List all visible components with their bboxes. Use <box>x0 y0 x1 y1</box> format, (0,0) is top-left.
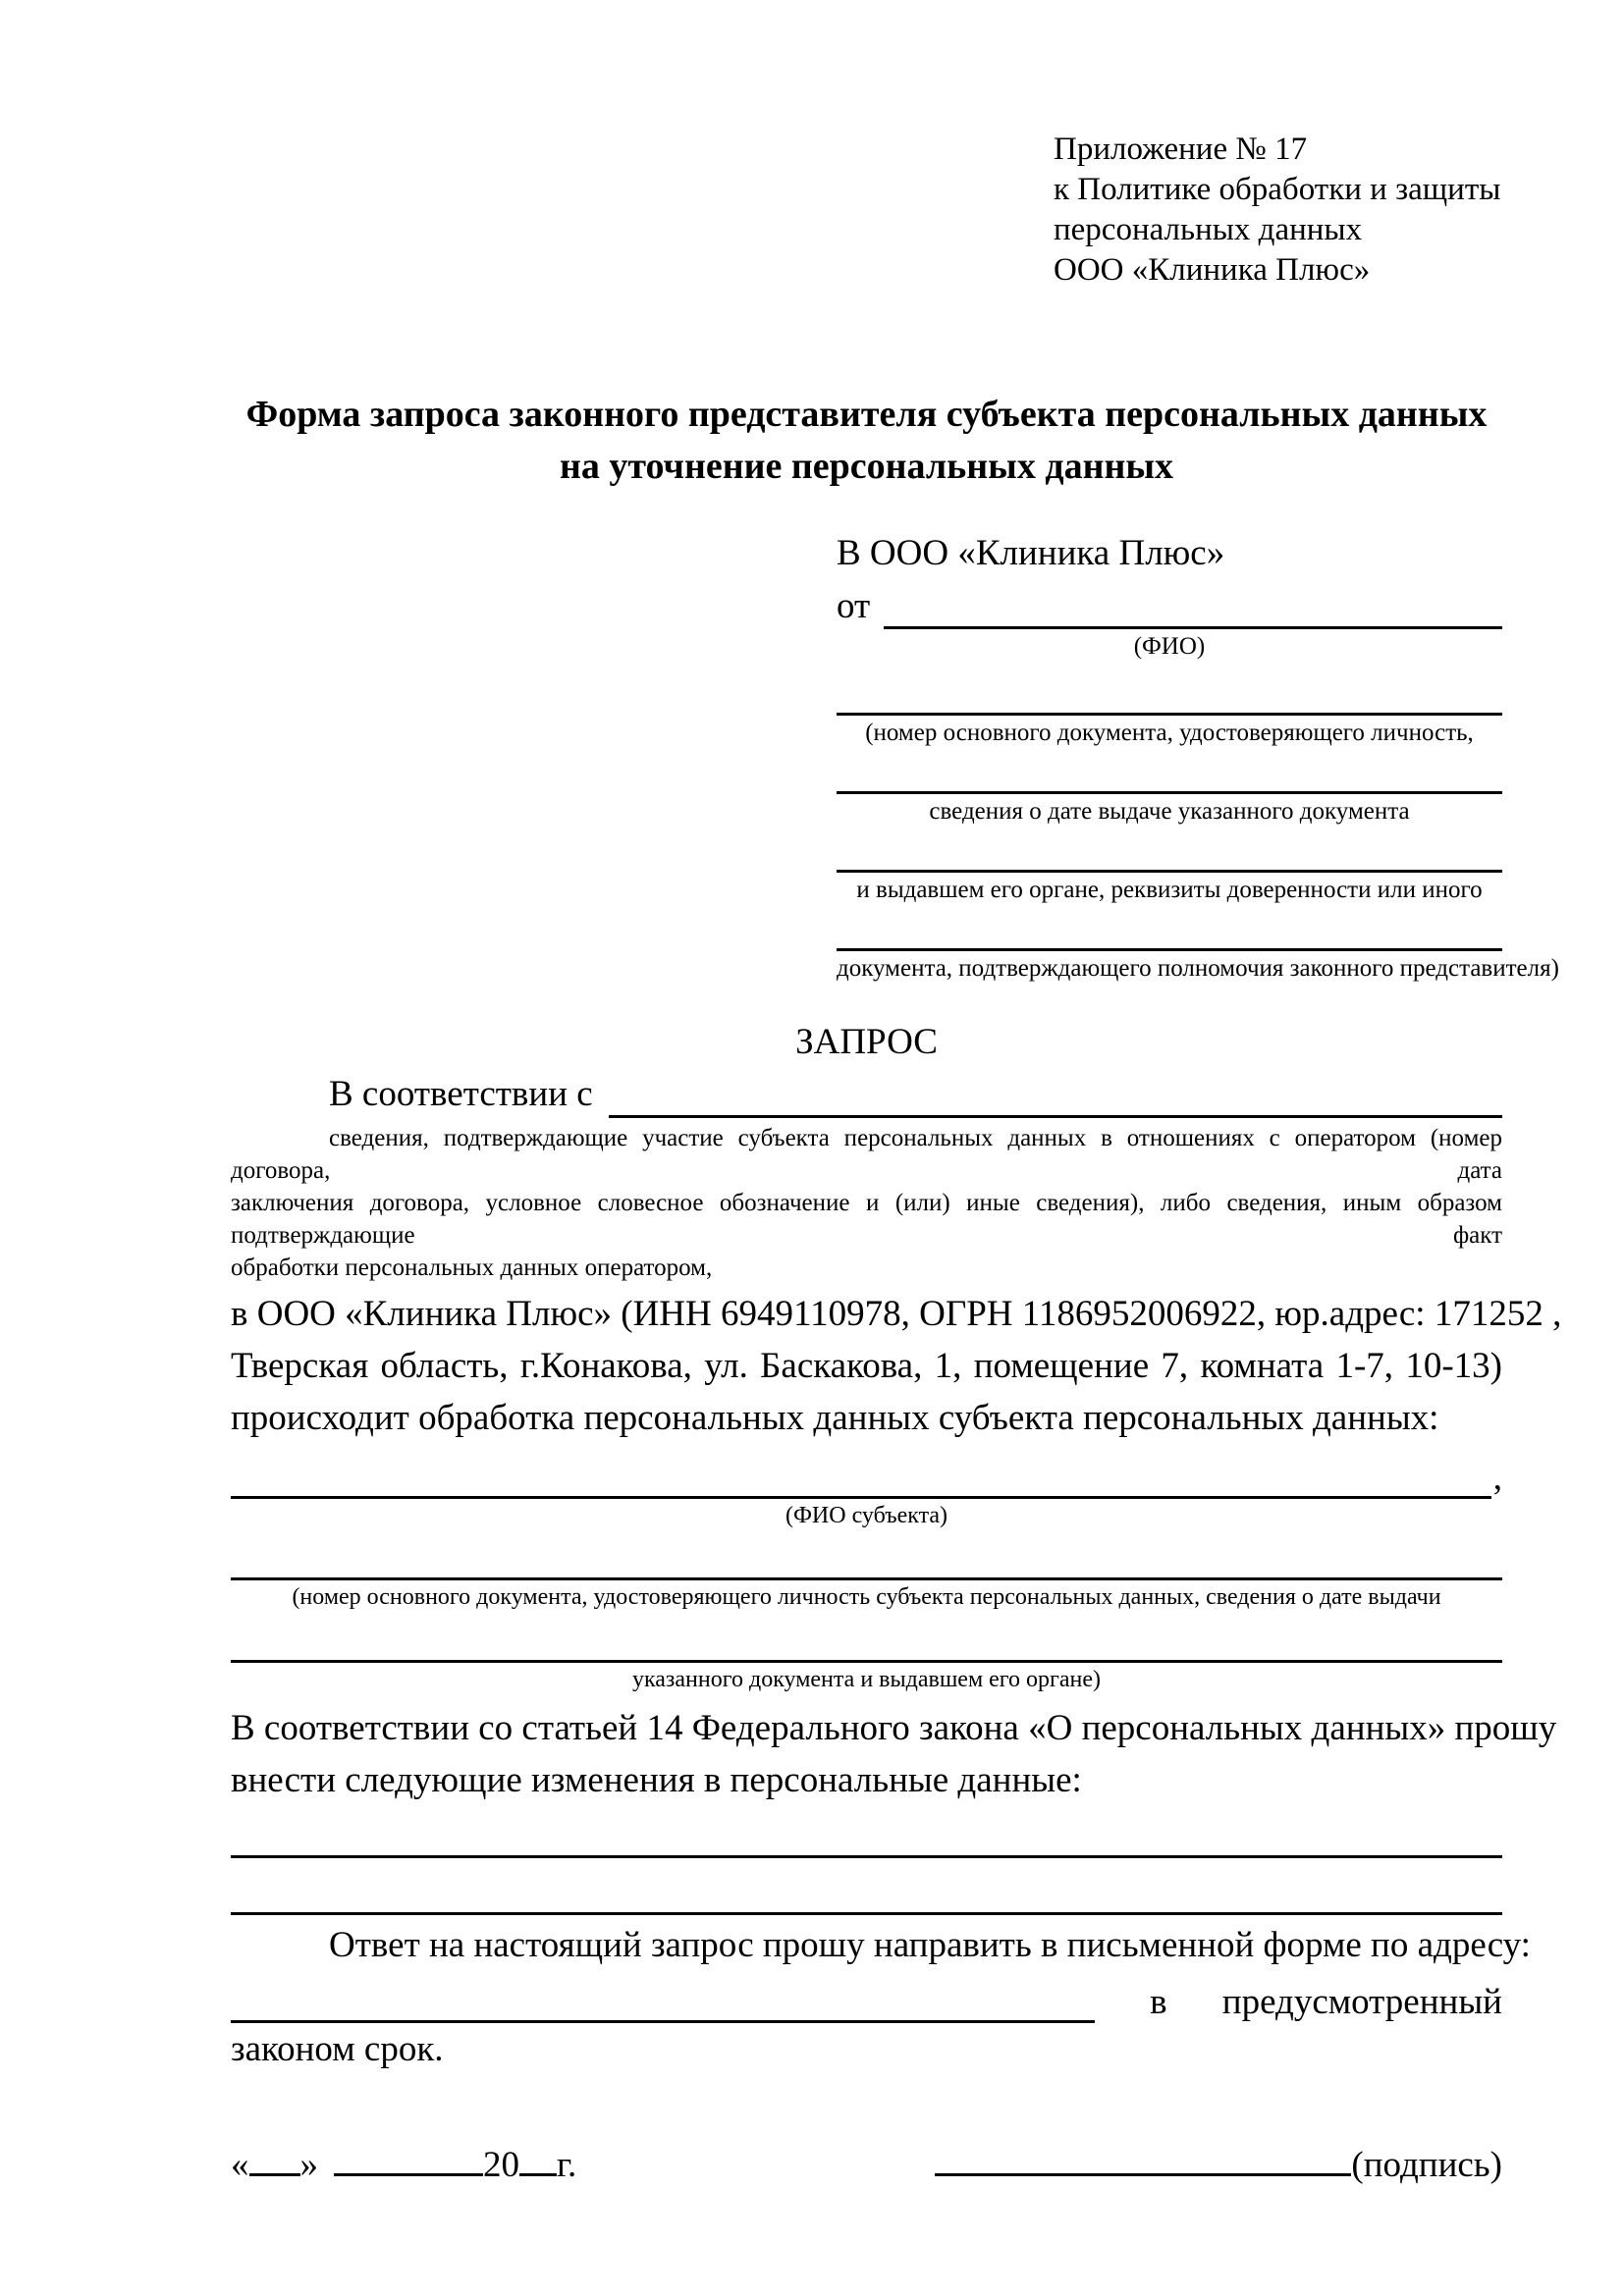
month-blank-line <box>334 2173 483 2176</box>
appendix-block <box>1054 130 1502 291</box>
quote-open: « <box>231 2145 249 2186</box>
footnote-line: сведения, подтверждающие участие субъекта персональных данных в отношениях с оператором (номер договора, дата <box>231 1124 1502 1184</box>
page-title <box>231 389 1502 493</box>
blank-line <box>231 1628 1502 1663</box>
subject-fio-row <box>231 1457 1502 1499</box>
operator-line: в ООО «Клиника Плюс» (ИНН 6949110978, ОГРН 1186952006922, юр.адрес: 171252 , <box>231 1293 1562 1334</box>
addressee-block <box>837 532 1559 984</box>
operator-paragraph <box>231 1288 1562 1445</box>
reply-word: в <box>1150 1981 1167 2022</box>
field-caption: и выдавшем его органе, реквизиты доверенности или иного <box>856 876 1483 903</box>
document-content <box>231 0 1562 2186</box>
blank-line <box>837 840 1502 873</box>
year-prefix: 20 <box>483 2145 519 2186</box>
intro-row <box>231 1071 1502 1118</box>
date-field <box>231 2144 576 2186</box>
field-caption: (номер основного документа, удостоверяющего личность, <box>865 719 1474 746</box>
operator-line: Тверская область, г.Конакова, ул. Баскакова, 1, помещение 7, комната 1-7, 10-13) <box>231 1346 1502 1387</box>
blank-line <box>231 1545 1502 1580</box>
blank-line <box>231 1460 1491 1499</box>
signature-field <box>935 2144 1502 2186</box>
addressee-from-row <box>837 585 1502 628</box>
blank-line <box>837 762 1502 794</box>
request-heading: ЗАПРОС <box>795 1021 938 1062</box>
year-suffix: г. <box>557 2145 577 2186</box>
signature-blank-line <box>935 2173 1351 2176</box>
year-blank-line <box>519 2173 557 2176</box>
representative-doc-field <box>837 683 1502 748</box>
operator-line: происходит обработка персональных данных субъекта персональных данных: <box>231 1398 1439 1439</box>
reply-line: Ответ на настоящий запрос прошу направить в письменной форме по адресу: <box>329 1924 1531 1965</box>
subject-doc-field <box>231 1545 1502 1612</box>
addressee-to: В ООО «Клиника Плюс» <box>837 533 1225 573</box>
fio-blank-line <box>884 596 1502 629</box>
footnote-line: обработки персональных данных оператором, <box>231 1254 713 1281</box>
blank-line <box>837 919 1502 951</box>
intro-label: В соответствии с <box>329 1073 593 1114</box>
quote-close: » <box>299 2145 318 2186</box>
day-blank-line <box>249 2173 300 2176</box>
appendix-line: ООО «Клиника Плюс» <box>1054 251 1371 288</box>
address-blank-line <box>231 1984 1095 2023</box>
blank-line <box>609 1089 1502 1118</box>
changes-blank-line <box>231 1858 1502 1915</box>
field-caption: указанного документа и выдавшем его органе) <box>631 1667 1102 1693</box>
subject-fio-caption: (ФИО субъекта) <box>785 1502 948 1528</box>
law-paragraph <box>231 1702 1557 1807</box>
subject-doc-field <box>231 1628 1502 1694</box>
comma: , <box>1492 1457 1502 1498</box>
reply-address-row <box>231 1971 1502 2023</box>
representative-doc-field <box>837 919 1559 984</box>
appendix-line: персональных данных <box>1054 211 1363 247</box>
representative-doc-field <box>837 762 1502 827</box>
law-line: В соответствии со статьей 14 Федерального закона «О персональных данных» прошу <box>231 1708 1557 1749</box>
page-title-line: Форма запроса законного представителя субъекта персональных данных <box>245 393 1488 435</box>
footnote-line: заключения договора, условное словесное обозначение и (или) иные сведения), либо сведения, иным образом подтверждающие факт <box>231 1189 1502 1249</box>
from-label: от <box>837 586 871 627</box>
footnote-paragraph <box>231 1122 1502 1284</box>
appendix-line: к Политике обработки и защиты <box>1054 171 1501 207</box>
field-caption: (номер основного документа, удостоверяющего личность субъекта персональных данных, сведения о дате выдачи <box>292 1584 1441 1611</box>
law-line: внести следующие изменения в персональные данные: <box>231 1760 1082 1801</box>
signature-caption: (подпись) <box>1351 2145 1502 2186</box>
field-caption: документа, подтверждающего полномочия законного представителя) <box>837 954 1559 982</box>
representative-doc-field <box>837 840 1502 905</box>
reply-line: законом срок. <box>231 2028 444 2069</box>
changes-blank-line <box>231 1811 1502 1858</box>
blank-line <box>837 683 1502 716</box>
field-caption: сведения о дате выдаче указанного документа <box>929 797 1410 825</box>
fio-caption: (ФИО) <box>1133 632 1206 660</box>
signature-row <box>231 2144 1502 2186</box>
page-title-line: на уточнение персональных данных <box>559 445 1174 487</box>
reply-word: предусмотренный <box>1221 1981 1502 2022</box>
appendix-line: Приложение № 17 <box>1054 132 1308 167</box>
